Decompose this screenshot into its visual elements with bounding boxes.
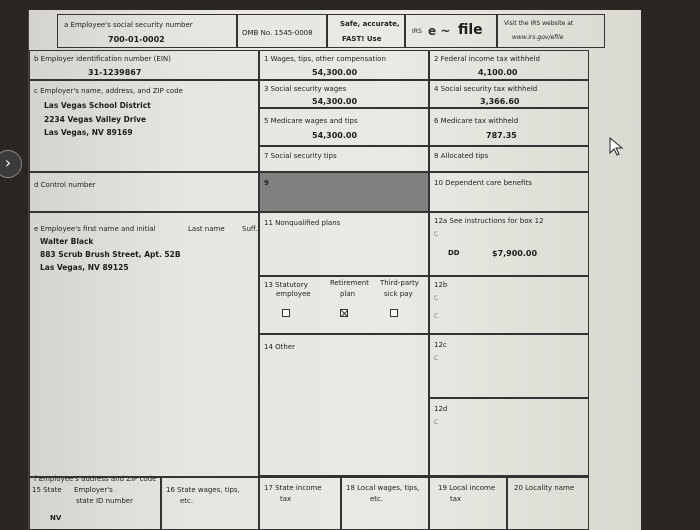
box-5-value: 54,300.00 (312, 131, 358, 140)
mouse-cursor-icon (608, 137, 626, 157)
box-13 (259, 276, 429, 334)
box-2 (429, 50, 589, 80)
box-8-label: 8 Allocated tips (434, 152, 489, 160)
box-15-label: 15 State (32, 486, 62, 494)
box-18-label2: etc. (370, 495, 384, 503)
box-20-label: 20 Locality name (514, 484, 575, 492)
efile-prefix: IRS (412, 28, 422, 35)
box-7-label: 7 Social security tips (264, 152, 337, 160)
efile-logo-icon: e ~ (428, 24, 451, 38)
box-a (57, 14, 237, 48)
safe-line1: Safe, accurate, (340, 20, 400, 28)
safe-line2: FAST! Use (342, 35, 382, 43)
box-e-suff-label: Suff. (242, 225, 258, 233)
box-5 (259, 108, 429, 146)
box-17-label: 17 State income (264, 484, 322, 492)
box-12c-c: C (434, 355, 439, 362)
box-4-label: 4 Social security tax withheld (434, 85, 538, 93)
box-3-value: 54,300.00 (312, 97, 358, 106)
box-13-ret2: plan (340, 290, 356, 298)
box-6-value: 787.35 (486, 131, 517, 140)
box-12a (429, 212, 589, 276)
box-12a-c: C (434, 231, 439, 238)
box-e-city: Las Vegas, NV 89125 (40, 263, 129, 272)
box-19-label2: tax (450, 495, 462, 503)
box-3 (259, 80, 429, 108)
box-c-city: Las Vegas, NV 89169 (44, 128, 133, 137)
box-10-label: 10 Dependent care benefits (434, 179, 532, 187)
box-d-label: d Control number (34, 181, 96, 189)
box-12d (429, 398, 589, 476)
box-19 (429, 476, 507, 530)
box-13-tp: Third-party (380, 279, 419, 287)
third-party-sick-pay-checkbox[interactable] (390, 309, 398, 317)
visit-line1: Visit the IRS website at (504, 20, 574, 27)
omb-box (237, 14, 327, 48)
box-12b-c2: C (434, 313, 439, 320)
box-20 (507, 476, 589, 530)
box-d (29, 172, 259, 212)
efile-word: file (458, 22, 483, 38)
box-12b-c: C (434, 295, 439, 302)
previous-arrow-icon[interactable]: › (0, 150, 22, 178)
visit-box (497, 14, 605, 48)
box-14-label: 14 Other (264, 343, 296, 351)
box-e-label: e Employee's first name and initial (34, 225, 156, 233)
box-12a-code: DD (448, 249, 460, 257)
omb-number: OMB No. 1545-0008 (242, 29, 313, 37)
w2-form (28, 10, 641, 530)
box-1-value: 54,300.00 (312, 68, 358, 77)
box-e-street: 883 Scrub Brush Street, Apt. 52B (40, 250, 181, 259)
safe-box (327, 14, 405, 48)
box-12b (429, 276, 589, 334)
box-18 (341, 476, 429, 530)
box-a-label: a Employee's social security number (64, 21, 193, 29)
box-18-label: 18 Local wages, tips, (346, 484, 420, 492)
box-12d-c: C (434, 419, 439, 426)
box-15-state: NV (50, 514, 62, 522)
box-b-value: 31-1239867 (88, 68, 142, 77)
box-2-label: 2 Federal income tax withheld (434, 55, 540, 63)
box-12a-label: 12a See instructions for box 12 (434, 217, 544, 225)
box-15-emp2: state ID number (76, 497, 133, 505)
box-b-label: b Employer identification number (EIN) (34, 55, 171, 63)
box-6 (429, 108, 589, 146)
box-c-street: 2234 Vegas Valley Drive (44, 115, 147, 124)
box-6-label: 6 Medicare tax withheld (434, 117, 519, 125)
box-e-name: Walter Black (40, 237, 94, 246)
box-16-label: 16 State wages, tips, (166, 486, 240, 494)
efile-box (405, 14, 497, 48)
box-8 (429, 146, 589, 172)
box-16-label2: etc. (180, 497, 194, 505)
box-12c (429, 334, 589, 398)
box-17 (259, 476, 341, 530)
box-4 (429, 80, 589, 108)
box-14 (259, 334, 429, 476)
box-7 (259, 146, 429, 172)
box-9-label: 9 (264, 179, 269, 187)
box-c (29, 80, 259, 172)
box-19-label: 19 Local income (438, 484, 496, 492)
box-12b-label: 12b (434, 281, 448, 289)
box-10 (429, 172, 589, 212)
box-e-last-label: Last name (188, 225, 225, 233)
box-9 (259, 172, 429, 212)
box-a-value: 700-01-0002 (108, 35, 165, 44)
box-15 (29, 476, 161, 530)
box-c-label: c Employer's name, address, and ZIP code (34, 87, 183, 95)
box-3-label: 3 Social security wages (264, 85, 347, 93)
box-c-name: Las Vegas School District (44, 101, 151, 110)
box-12c-label: 12c (434, 341, 447, 349)
statutory-employee-checkbox[interactable] (282, 309, 290, 317)
box-11-label: 11 Nonqualified plans (264, 219, 341, 227)
box-4-value: 3,366.60 (480, 97, 520, 106)
box-1-label: 1 Wages, tips, other compensation (264, 55, 386, 63)
box-b (29, 50, 259, 80)
box-11 (259, 212, 429, 276)
visit-line2: www.irs.gov/efile (512, 34, 564, 41)
box-12d-label: 12d (434, 405, 448, 413)
box-12a-value: $7,900.00 (492, 249, 538, 258)
box-13-tp2: sick pay (384, 290, 413, 298)
box-5-label: 5 Medicare wages and tips (264, 117, 358, 125)
box-1 (259, 50, 429, 80)
box-16 (161, 476, 259, 530)
box-2-value: 4,100.00 (478, 68, 518, 77)
retirement-plan-checkbox[interactable] (340, 309, 348, 317)
box-13-ret: Retirement (330, 279, 369, 287)
box-13-label: 13 Statutory (264, 281, 308, 289)
box-15-emp: Employer's (74, 486, 113, 494)
box-f-label: f Employee's address and ZIP code (34, 475, 157, 483)
box-17-label2: tax (280, 495, 292, 503)
box-13-label2: employee (276, 290, 311, 298)
